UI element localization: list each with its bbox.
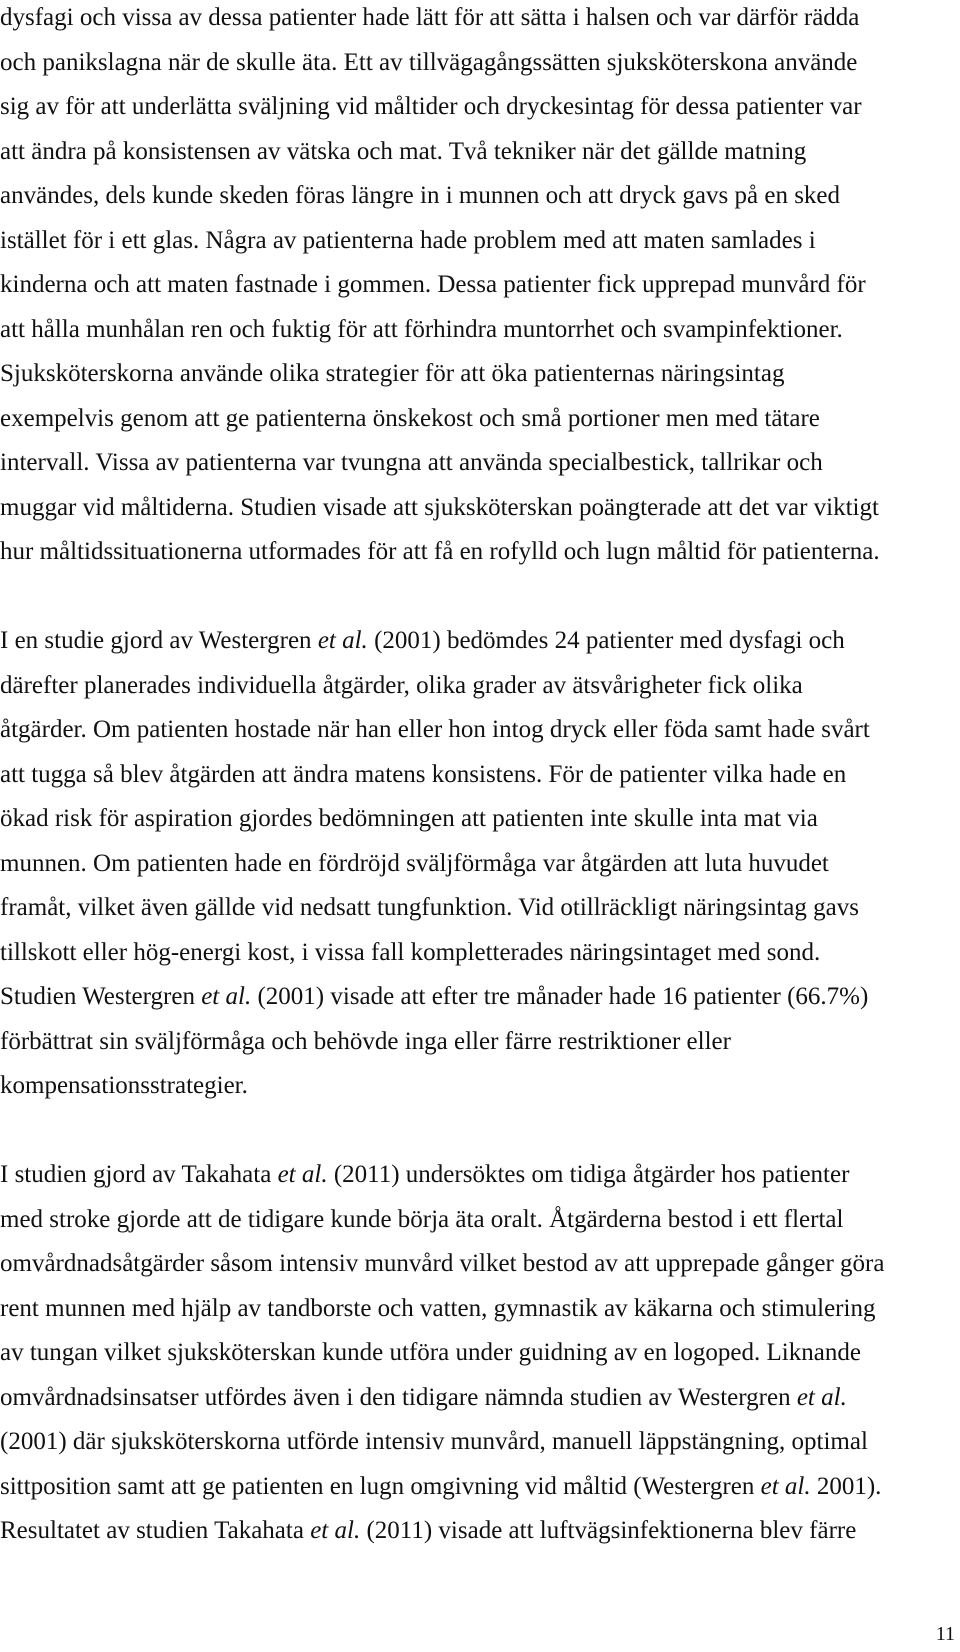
text-segment: åtgärder. Om patienten hostade när han eller hon intog dryck eller föda samt hade svårt [0,716,870,743]
page-number: 11 [935,1623,955,1645]
text-segment: tillskott eller hög-energi kost, i vissa fall kompletterades näringsintaget med sond. [0,938,821,966]
text-line [0,137,806,167]
text-segment: (2001) bedömdes 24 patienter med dysfagi och [367,627,845,654]
text-line [0,92,862,122]
text-segment: och panikslagna när de skulle äta. Ett av tillvägagångssätten sjuksköterskona använde [0,48,858,76]
text-line [0,1516,856,1546]
text-line [0,1427,868,1457]
text-segment: kinderna och att maten fastnade i gommen. Dessa patienter fick upprepad munvård för [0,271,866,298]
text-line [0,315,843,345]
text-line [0,982,868,1012]
text-segment: användes, dels kunde skeden föras längre in i munnen och att dryck gavs på en sked [0,182,841,209]
text-line [0,1472,881,1502]
text-segment: hur måltidssituationerna utformades för att få en rofylld och lugn måltid för patienterna. [0,538,880,565]
text-line [0,804,818,834]
text-line [0,715,870,745]
text-segment: (2011) visade att luftvägsinfektionerna blev färre [360,1517,857,1544]
italic-citation: et al. [796,1383,847,1411]
text-segment: dysfagi och vissa av dessa patienter hade lätt för att sätta i halsen och var därför rädda [0,4,860,31]
text-segment: Studien Westergren [0,983,202,1010]
text-segment: omvårdnadsåtgärder såsom intensiv munvård vilket bestod av att upprepade gånger göra [0,1250,885,1277]
text-segment: (2001) visade att efter tre månader hade 16 patienter (66.7%) [251,983,869,1010]
text-line [0,48,857,78]
text-line [0,760,846,790]
text-line [0,1383,847,1413]
text-line [0,448,823,478]
text-segment: I studien gjord av Takahata [0,1161,278,1188]
text-segment: (2011) undersöktes om tidiga åtgärder hos patienter [327,1161,850,1188]
text-segment: Resultatet av studien Takahata [0,1517,311,1544]
text-line [0,1205,843,1235]
italic-citation: et al. [277,1161,328,1188]
text-segment: att hålla munhålan ren och fuktig för att förhindra muntorrhet och svampinfektioner. [0,315,843,343]
text-segment: munnen. Om patienten hade en fördröjd sväljförmåga var åtgärden att luta huvudet [0,849,829,877]
text-segment: därefter planerades individuella åtgärder, olika grader av ätsvårigheter fick olika [0,671,803,699]
text-segment: Sjuksköterskorna använde olika strategier för att öka patienternas näringsintag [0,360,785,387]
text-segment: omvårdnadsinsatser utfördes även i den tidigare nämnda studien av Westergren [0,1383,797,1411]
text-segment: med stroke gjorde att de tidigare kunde börja äta oralt. Åtgärderna bestod i ett flertal [0,1205,844,1233]
text-line [0,1249,884,1279]
text-segment: sittposition samt att ge patienten en lugn omgivning vid måltid (Westergren [0,1472,761,1500]
text-line [0,181,840,211]
italic-citation: et al. [201,983,252,1010]
text-segment: I en studie gjord av Westergren [0,627,318,654]
text-segment: (2001) där sjuksköterskorna utförde intensiv munvård, manuell läppstängning, optimal [0,1428,868,1455]
text-segment: rent munnen med hjälp av tandborste och vatten, gymnastik av käkarna och stimulering [0,1294,876,1322]
italic-citation: et al. [310,1517,361,1544]
text-segment: intervall. Vissa av patienterna var tvungna att använda specialbestick, tallrikar och [0,449,823,476]
text-line [0,493,879,523]
text-segment: förbättrat sin sväljförmåga och behövde inga eller färre restriktioner eller [0,1027,731,1055]
text-segment: att ändra på konsistensen av vätska och mat. Två tekniker när det gällde matning [0,137,807,165]
text-segment: exempelvis genom att ge patienterna önskekost och små portioner men med tätare [0,404,820,432]
text-line [0,1160,849,1190]
text-line [0,226,816,256]
text-segment: ökad risk för aspiration gjordes bedömningen att patienten inte skulle inta mat via [0,805,818,832]
text-line [0,537,880,567]
text-line [0,359,784,389]
text-line [0,849,829,879]
text-line [0,938,820,968]
italic-citation: et al. [317,627,368,654]
text-line [0,893,859,923]
italic-citation: et al. [760,1472,811,1500]
text-line [0,404,820,434]
text-segment: sig av för att underlätta sväljning vid måltider och dryckesintag för dessa patienter var [0,93,862,120]
text-segment: muggar vid måltiderna. Studien visade att sjuksköterskan poängterade att det var viktigt [0,493,879,521]
text-segment: istället för i ett glas. Några av patienterna hade problem med att maten samlades i [0,226,816,254]
text-segment: av tungan vilket sjuksköterskan kunde utföra under guidning av en logoped. Liknande [0,1339,861,1366]
text-line [0,1294,875,1324]
text-segment: 2001). [810,1472,882,1500]
text-line [0,1071,248,1101]
text-line [0,270,866,300]
text-line [0,1338,861,1368]
text-segment: att tugga så blev åtgärden att ändra matens konsistens. För de patienter vilka hade en [0,760,847,788]
text-line [0,626,845,656]
text-line [0,1027,731,1057]
text-segment: framåt, vilket även gällde vid nedsatt tungfunktion. Vid otillräckligt näringsintag gavs [0,894,859,921]
text-line [0,3,859,33]
text-segment: kompensationsstrategier. [0,1072,248,1099]
text-line [0,671,803,701]
